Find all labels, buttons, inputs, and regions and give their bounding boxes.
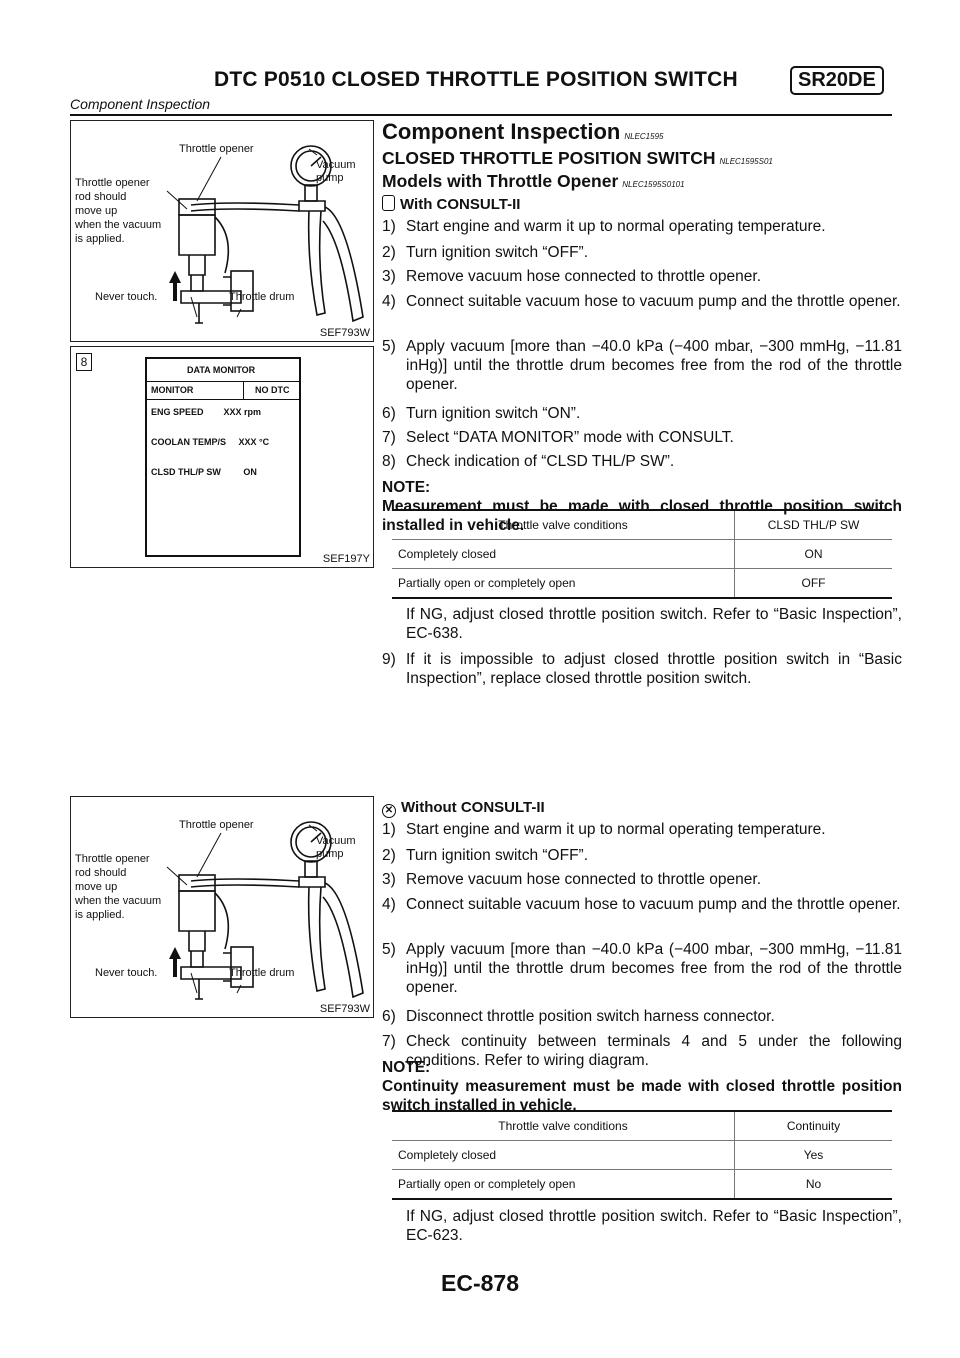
engine-badge: SR20DE: [790, 66, 884, 95]
table-row: [392, 1170, 892, 1200]
step-7: 7) Select “DATA MONITOR” mode with CONSULT.: [382, 429, 734, 446]
section-subtitle: CLOSED THROTTLE POSITION SWITCH NLEC1595S01: [382, 148, 773, 168]
with-consult-heading: With CONSULT-II: [382, 195, 520, 213]
dm-row-eng-speed: ENG SPEED XXX rpm: [151, 407, 262, 417]
callout-throttle-drum: Throttle drum: [229, 967, 295, 979]
dm-divider: [147, 381, 299, 382]
dm-divider: [147, 399, 299, 400]
dm-col-divider: [243, 381, 244, 399]
step-2: 2) Turn ignition switch “OFF”.: [382, 847, 589, 864]
table-row: [392, 540, 892, 569]
figure-label: SEF793W: [319, 327, 370, 339]
dm-title: DATA MONITOR: [187, 365, 256, 375]
step-4: 4) Connect suitable vacuum hose to vacuum pump and the throttle opener.: [382, 293, 901, 310]
step-5: 5) Apply vacuum [more than −40.0 kPa (−400 mbar, −300 mmHg, −11.81 inHg)] until the throttle drum becomes free from the rod of the throttle opener.: [382, 338, 902, 393]
section-subcode: NLEC1595S01: [719, 157, 773, 166]
dm-row-coolant: COOLAN TEMP/S XXX °C: [151, 437, 270, 447]
section-title: Component Inspection NLEC1595: [382, 119, 664, 144]
table-header: CLSD THL/P SW: [735, 510, 893, 540]
callout-rod-line1: Throttle opener: [75, 177, 150, 189]
note-text: Measurement must be made with closed throttle position switch installed in vehicle.: [382, 498, 902, 534]
condition-table-1: [392, 509, 892, 599]
callout-rod-line4: when the vacuum: [75, 219, 162, 231]
step-5: 5) Apply vacuum [more than −40.0 kPa (−400 mbar, −300 mmHg, −11.81 inHg)] until the throttle drum becomes free from the rod of the throttle opener.: [382, 941, 902, 996]
step-2: 2) Turn ignition switch “OFF”.: [382, 244, 589, 261]
table-cell: Partially open or completely open: [392, 569, 735, 599]
step-8: 8) Check indication of “CLSD THL/P SW”.: [382, 453, 675, 470]
table-cell: No: [735, 1170, 893, 1200]
page-header-subtitle: Component Inspection: [70, 96, 211, 112]
callout-throttle-opener: Throttle opener: [179, 819, 254, 831]
callout-rod-line4: when the vacuum: [75, 895, 162, 907]
callout-rod-line2: rod should: [75, 867, 127, 879]
without-consult-heading: ✕ Without CONSULT-II: [382, 799, 545, 818]
callout-rod-line3: move up: [75, 881, 118, 893]
dm-nodtc: NO DTC: [255, 385, 290, 395]
table-header-row: [392, 510, 892, 540]
callout-rod-line3: move up: [75, 205, 118, 217]
step-7: 7) Check continuity between terminals 4 and 5 under the following conditions. Refer to wiring diagram.: [382, 1033, 902, 1069]
data-monitor-screen: [145, 357, 301, 557]
step-3: 3) Remove vacuum hose connected to throttle opener.: [382, 268, 761, 285]
callout-throttle-opener: Throttle opener: [179, 143, 254, 155]
section-code: NLEC1595: [624, 132, 664, 141]
ng-instruction-1: If NG, adjust closed throttle position switch. Refer to “Basic Inspection”, EC-638.: [406, 606, 902, 642]
table-row: [392, 1141, 892, 1170]
ng-instruction-2: If NG, adjust closed throttle position switch. Refer to “Basic Inspection”, EC-623.: [406, 1208, 902, 1244]
callout-rod-line5: is applied.: [75, 909, 125, 921]
table-cell: ON: [735, 540, 893, 569]
consult-icon: [382, 195, 395, 211]
figure-label: SEF793W: [319, 1003, 370, 1015]
callout-rod-line1: Throttle opener: [75, 853, 150, 865]
step-1: 1) Start engine and warm it up to normal operating temperature.: [382, 821, 826, 838]
table-row: [392, 569, 892, 599]
page-number: EC-878: [441, 1270, 519, 1296]
table-cell: Completely closed: [392, 540, 735, 569]
condition-table-2: [392, 1110, 892, 1200]
callout-pump: pump: [316, 172, 344, 184]
table-cell: Yes: [735, 1141, 893, 1170]
models-code: NLEC1595S0101: [622, 180, 685, 189]
note-label: NOTE:: [382, 1059, 431, 1076]
callout-never-touch: Never touch.: [95, 967, 158, 979]
step-6: 6) Turn ignition switch “ON”.: [382, 405, 581, 422]
table-header: Continuity: [735, 1111, 893, 1141]
callout-throttle-drum: Throttle drum: [229, 291, 295, 303]
callout-vacuum: Vacuum: [316, 159, 356, 171]
models-heading: Models with Throttle Opener NLEC1595S0101: [382, 171, 685, 191]
table-cell: Partially open or completely open: [392, 1170, 735, 1200]
dm-row-clsd: CLSD THL/P SW ON: [151, 467, 257, 477]
note-text: Continuity measurement must be made with closed throttle position switch installed in vehicle.: [382, 1078, 902, 1114]
step-6: 6) Disconnect throttle position switch harness connector.: [382, 1008, 775, 1025]
table-header: Throttle valve conditions: [392, 510, 735, 540]
table-cell: OFF: [735, 569, 893, 599]
throttle-opener-figure-1: [70, 120, 374, 342]
step-9: 9) If it is impossible to adjust closed throttle position switch in “Basic Inspection”, replace closed throttle position switch.: [382, 651, 902, 687]
consult-icon: 8: [76, 353, 92, 371]
table-header: Throttle valve conditions: [392, 1111, 735, 1141]
step-1: 1) Start engine and warm it up to normal operating temperature.: [382, 218, 826, 235]
throttle-opener-figure-2: [70, 796, 374, 1018]
note-label: NOTE:: [382, 479, 431, 496]
dm-monitor: MONITOR: [151, 385, 194, 395]
no-consult-icon: ✕: [382, 804, 396, 818]
callout-pump: pump: [316, 848, 344, 860]
header-rule: [70, 114, 892, 116]
callout-never-touch: Never touch.: [95, 291, 158, 303]
table-header-row: [392, 1111, 892, 1141]
table-cell: Completely closed: [392, 1141, 735, 1170]
step-4: 4) Connect suitable vacuum hose to vacuum pump and the throttle opener.: [382, 896, 901, 913]
page-header-title: DTC P0510 CLOSED THROTTLE POSITION SWITCH: [214, 68, 738, 91]
callout-rod-line2: rod should: [75, 191, 127, 203]
callout-vacuum: Vacuum: [316, 835, 356, 847]
callout-rod-line5: is applied.: [75, 233, 125, 245]
step-3: 3) Remove vacuum hose connected to throttle opener.: [382, 871, 761, 888]
figure-label: SEF197Y: [322, 553, 370, 565]
